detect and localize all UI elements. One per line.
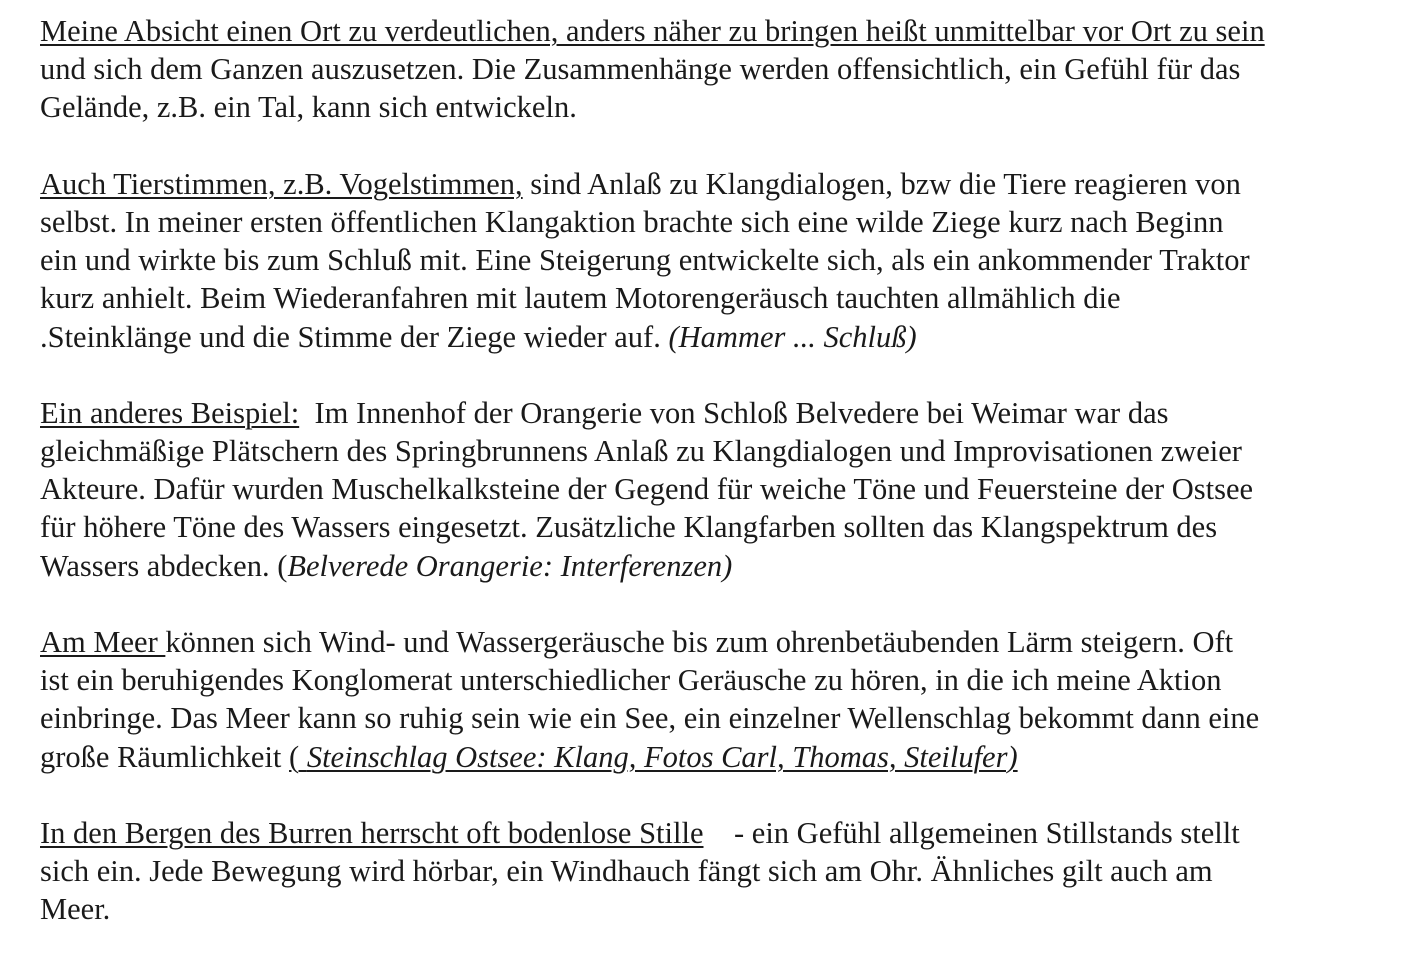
text-line — [40, 852, 1420, 890]
text-line — [40, 738, 1420, 776]
text-line — [40, 279, 1420, 317]
body-text: ein und wirkte bis zum Schluß mit. Eine Steigerung entwickelte sich, als ein ankommender Traktor — [40, 243, 1250, 278]
text-line — [40, 623, 1420, 661]
text-line — [40, 547, 1420, 585]
italic-reference: Belverede Orangerie: Interferenzen) — [287, 548, 733, 583]
body-text: große Räumlichkeit — [40, 739, 290, 774]
paragraph — [40, 12, 1420, 127]
body-text: Akteure. Dafür wurden Muschelkalksteine der Gegend für weiche Töne und Feuersteine der Ostsee — [40, 472, 1254, 507]
underlined-text: Ein anderes Beispiel: — [40, 395, 300, 430]
paragraph — [40, 623, 1420, 776]
text-line — [40, 394, 1420, 432]
text-line — [40, 241, 1420, 279]
text-line — [40, 470, 1420, 508]
text-line — [40, 50, 1420, 88]
text-line — [40, 661, 1420, 699]
text-line — [40, 318, 1420, 356]
text-line — [40, 890, 1420, 928]
body-text: kurz anhielt. Beim Wiederanfahren mit lautem Motorengeräusch tauchten allmählich die — [40, 281, 1121, 316]
underlined-text: Auch Tierstimmen, z.B. Vogelstimmen, — [40, 166, 523, 201]
body-text: und sich dem Ganzen auszusetzen. Die Zusammenhänge werden offensichtlich, ein Gefühl für das — [40, 52, 1241, 87]
document-page — [40, 12, 1420, 967]
underlined-text: Am Meer — [40, 625, 166, 659]
body-text: Meer. — [40, 892, 111, 927]
italic-reference: (Hammer ... Schluß) — [668, 319, 917, 354]
text-line — [40, 165, 1420, 203]
text-line — [40, 814, 1420, 852]
text-line — [40, 508, 1420, 546]
text-line — [40, 699, 1420, 737]
body-text: gleichmäßige Plätschern des Springbrunnens Anlaß zu Klangdialogen und Improvisationen zweier — [40, 434, 1242, 469]
body-text: .Steinklänge und die Stimme der Ziege wieder auf. — [40, 319, 669, 354]
paragraph — [40, 394, 1420, 585]
text-line — [40, 88, 1420, 126]
body-text: sind Anlaß zu Klangdialogen, bzw die Tiere reagieren von — [522, 166, 1241, 201]
underlined-text: In den Bergen des Burren herrscht oft bodenlose Stille — [40, 815, 704, 850]
paragraph — [40, 814, 1420, 929]
body-text: für höhere Töne des Wassers eingesetzt. Zusätzliche Klangfarben sollten das Klangspektrum des — [40, 510, 1218, 545]
body-text: sich ein. Jede Bewegung wird hörbar, ein Windhauch fängt sich am Ohr. Ähnliches gilt auch am — [40, 854, 1213, 889]
body-text: können sich Wind- und Wassergeräusche bis zum ohrenbetäubenden Lärm steigern. Oft — [165, 625, 1234, 659]
text-line — [40, 432, 1420, 470]
text-line — [40, 203, 1420, 241]
body-text: - ein Gefühl allgemeinen Stillstands stellt — [703, 815, 1240, 850]
body-text: Wassers abdecken. ( — [40, 548, 288, 583]
body-text: Im Innenhof der Orangerie von Schloß Belvedere bei Weimar war das — [299, 395, 1169, 430]
body-text: Gelände, z.B. ein Tal, kann sich entwickeln. — [40, 90, 577, 125]
text-line — [40, 12, 1420, 50]
underlined-text: ( — [289, 739, 307, 774]
underlined-text: Meine Absicht einen Ort zu verdeutlichen, anders näher zu bringen heißt unmittelbar vor Ort zu sein — [40, 14, 1265, 48]
body-text: einbringe. Das Meer kann so ruhig sein wie ein See, ein einzelner Wellenschlag bekommt dann eine — [40, 701, 1260, 736]
underlined-text: Steinschlag Ostsee: Klang, Fotos Carl, Thomas, Steilufer) — [306, 739, 1018, 774]
paragraph — [40, 165, 1420, 356]
body-text: ist ein beruhigendes Konglomerat unterschiedlicher Geräusche zu hören, in die ich meine Aktion — [40, 663, 1222, 698]
body-text: selbst. In meiner ersten öffentlichen Klangaktion brachte sich eine wilde Ziege kurz nach Beginn — [40, 204, 1224, 239]
